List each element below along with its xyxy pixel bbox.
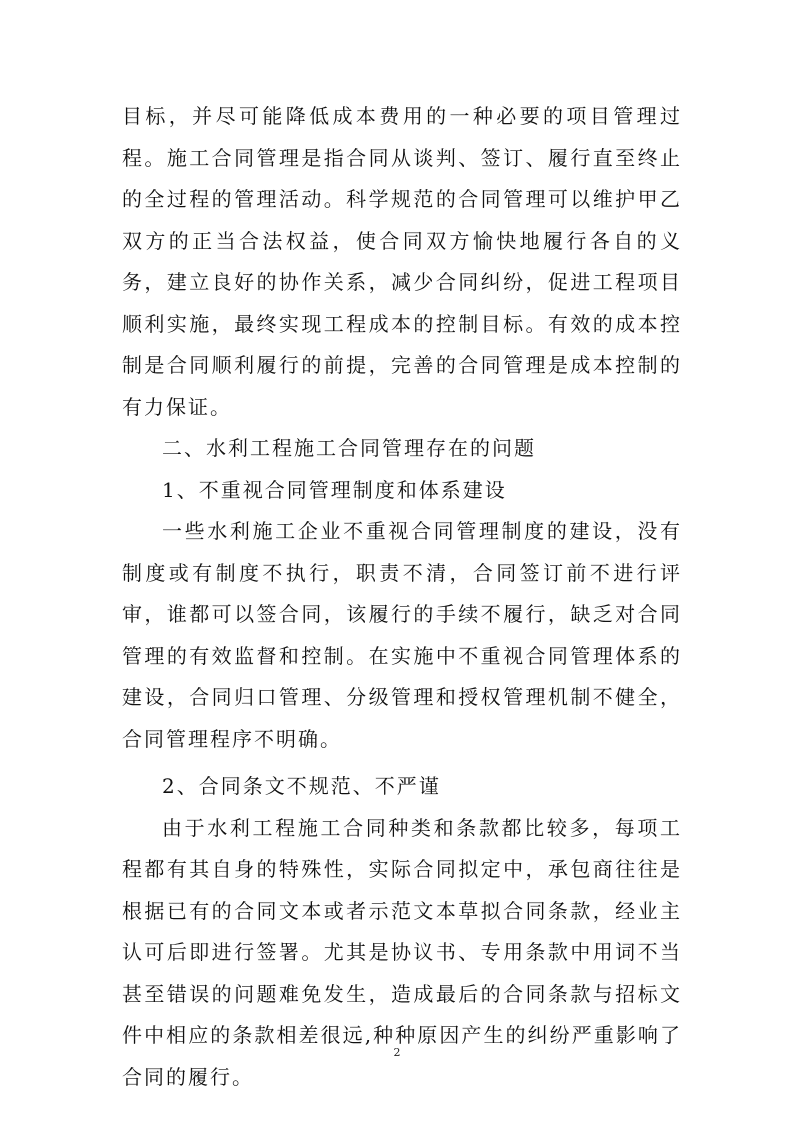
subheading-management-system: 1、不重视合同管理制度和体系建设 <box>162 477 507 502</box>
subheading-contract-terms: 2、合同条文不规范、不严谨 <box>162 774 441 798</box>
page-number: 2 <box>393 1046 401 1059</box>
paragraph-management-system: 一些水利施工企业不重视合同管理制度的建设，没有制度或有制度不执行，职责不清，合同签订前不进行评审，谁都可以签合同，该履行的手续不履行，缺乏对合同管理的有效监督和控制。在实施中不重视合同管理体系的建设，合同归口管理、分级管理和授权管理机制不健全，合同管理程序不明确。 <box>122 519 682 751</box>
paragraph-contract-terms: 由于水利工程施工合同种类和条款都比较多，每项工程都有其自身的特殊性，实际合同拟定中，承包商往往是根据已有的合同文本或者示范文本草拟合同条款，经业主认可后即进行签署。尤其是协议书、专用条款中用词不当甚至错误的问题难免发生，造成最后的合同条款与招标文件中相应的条款相差很远,种种原因产生的纠纷严重影响了合同的履行。 <box>122 815 682 1089</box>
paragraph-cost-contract-intro: 目标，并尽可能降低成本费用的一种必要的项目管理过程。施工合同管理是指合同从谈判、签订、履行直至终止的全过程的管理活动。科学规范的合同管理可以维护甲乙双方的正当合法权益，使合同双方愉快地履行各自的义务，建立良好的协作关系，减少合同纠纷，促进工程项目顺利实施，最终实现工程成本的控制目标。有效的成本控制是合同顺利履行的前提，完善的合同管理是成本控制的有力保证。 <box>122 104 682 419</box>
body-text <box>122 96 682 1098</box>
section-heading-problems: 二、水利工程施工合同管理存在的问题 <box>162 436 536 460</box>
